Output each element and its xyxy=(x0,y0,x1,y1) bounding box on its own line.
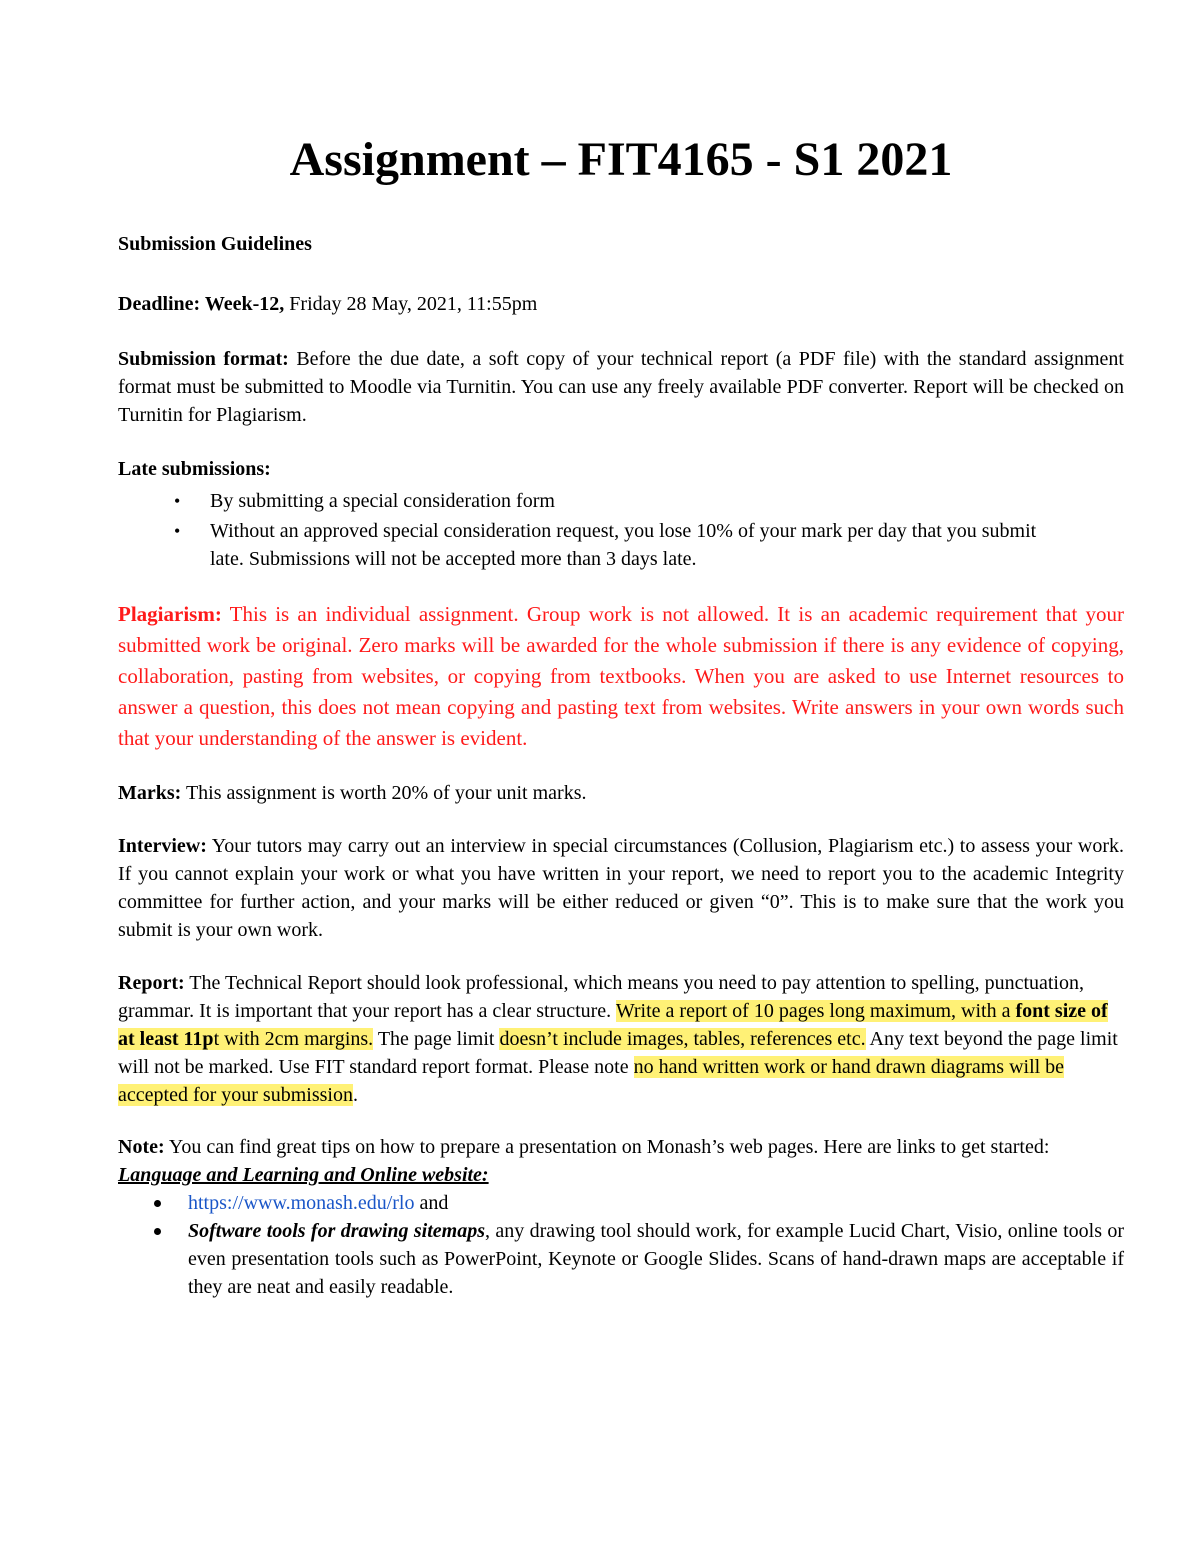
interview-paragraph xyxy=(118,832,1124,944)
bullet-icon: • xyxy=(174,521,181,541)
monash-rlo-link[interactable]: https://www.monash.edu/rlo xyxy=(188,1192,415,1214)
list-item xyxy=(118,517,1124,573)
report-text-3: Any text beyond the page limit will not be marked. Use FIT standard report format. Please note xyxy=(118,1028,1118,1078)
late-submissions-label xyxy=(118,455,1124,483)
report-paragraph xyxy=(118,969,1124,1109)
submission-format-text: Before the due date, a soft copy of your technical report (a PDF file) with the standard assignment format must be submitted to Moodle via Turnitin. You can use any freely available PDF converter. Report will be checked on Turnitin for Plagiarism. xyxy=(118,348,1124,426)
list-item xyxy=(118,1189,1124,1217)
report-text-1: The Technical Report should look professional, which means you need to pay attention to spelling, punctuation, grammar. It is important that your report has a clear structure. xyxy=(118,972,1084,1022)
report-highlight-1: Write a report of 10 pages long maximum, with a xyxy=(615,1000,1016,1022)
report-highlight-3: no hand written work or hand drawn diagrams will be accepted for your submission xyxy=(118,1056,1065,1106)
marks-text: This assignment is worth 20% of your unit marks. xyxy=(181,782,587,804)
report-text-2: The page limit xyxy=(373,1028,500,1050)
marks-label: Marks: xyxy=(118,782,182,804)
report-highlight-bold: font size of at least 11p xyxy=(118,1000,1108,1050)
bullet-icon: • xyxy=(174,491,181,511)
bullet-icon xyxy=(154,1200,161,1207)
language-learning-heading xyxy=(118,1161,1124,1189)
submission-format-paragraph xyxy=(118,345,1124,429)
interview-text: Your tutors may carry out an interview in special circumstances (Collusion, Plagiarism etc.) to assess your work. If you cannot explain your work or what you have written in your report, we need to report you to the academic Integrity committee for further action, and your marks will be either reduced or given “0”. This is to make sure that the work you submit is your own work. xyxy=(118,835,1124,941)
submission-format-label: Submission format: xyxy=(118,348,289,370)
report-highlight-1-end: t with 2cm margins. xyxy=(213,1028,374,1050)
bullet-icon xyxy=(154,1228,161,1235)
submission-guidelines-heading: Submission Guidelines xyxy=(118,233,312,255)
plagiarism-label: Plagiarism: xyxy=(118,602,222,626)
software-tools-text: , any drawing tool should work, for example Lucid Chart, Visio, online tools or even presentation tools such as PowerPoint, Keynote or Google Slides. Scans of hand-drawn maps are acceptable if they are neat and easily readable. xyxy=(188,1220,1124,1298)
late-submissions-list xyxy=(118,487,1124,573)
language-learning-label: Language and Learning and Online website: xyxy=(118,1164,489,1186)
note-text: You can find great tips on how to prepare a presentation on Monash’s web pages. Here are links to get started: xyxy=(164,1136,1050,1158)
software-tools-label: Software tools for drawing sitemaps xyxy=(188,1220,485,1242)
interview-label: Interview: xyxy=(118,835,207,857)
plagiarism-paragraph xyxy=(118,599,1124,754)
late-item-text: Without an approved special consideration request, you lose 10% of your mark per day that you submit late. Submissions will not be accepted more than 3 days late. xyxy=(210,520,1037,570)
note-label: Note: xyxy=(118,1136,165,1158)
report-highlight-2: doesn’t include images, tables, references etc. xyxy=(499,1028,866,1050)
report-label: Report: xyxy=(118,972,185,994)
report-text-4: . xyxy=(352,1084,358,1106)
list-item xyxy=(118,1217,1124,1301)
page-title: Assignment – FIT4165 - S1 2021 xyxy=(289,133,953,186)
deadline-paragraph xyxy=(118,290,1124,318)
marks-paragraph xyxy=(118,779,1124,807)
plagiarism-text: This is an individual assignment. Group work is not allowed. It is an academic requirement that your submitted work be original. Zero marks will be awarded for the whole submission if there is any evidence of copying, collaboration, pasting from websites, or copying from textbooks. When you are asked to use Internet resources to answer a question, this does not mean copying and pasting text from websites. Write answers in your own words such that your understanding of the answer is evident. xyxy=(118,602,1124,750)
document-body xyxy=(118,130,1124,1301)
late-submissions-heading: Late submissions: xyxy=(118,458,271,480)
resources-list xyxy=(118,1189,1124,1301)
note-paragraph xyxy=(118,1133,1124,1161)
deadline-label: Deadline: xyxy=(118,293,201,315)
deadline-text: Friday 28 May, 2021, 11:55pm xyxy=(284,293,538,315)
late-item-text: By submitting a special consideration form xyxy=(210,490,555,512)
deadline-week: Week-12, xyxy=(200,293,285,315)
list-item xyxy=(118,487,1124,515)
link-suffix: and xyxy=(414,1192,449,1214)
